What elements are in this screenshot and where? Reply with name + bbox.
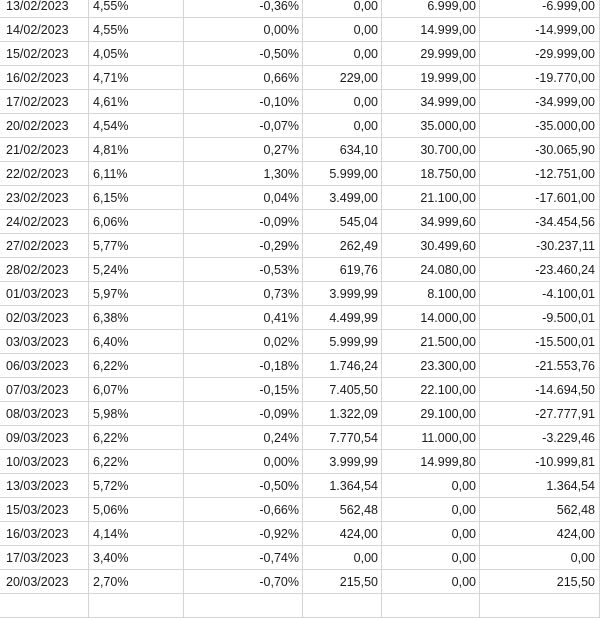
value-a-cell[interactable]: 1.322,09: [303, 402, 382, 426]
table-row: [0, 18, 600, 42]
balance-cell[interactable]: -3.229,46: [480, 426, 600, 450]
change-cell[interactable]: -0,66%: [184, 498, 303, 522]
value-a-cell[interactable]: 424,00: [303, 522, 382, 546]
value-b-cell[interactable]: 24.080,00: [382, 258, 480, 282]
balance-cell[interactable]: 215,50: [480, 570, 600, 594]
change-cell[interactable]: -0,10%: [184, 90, 303, 114]
balance-cell[interactable]: -14.694,50: [480, 378, 600, 402]
empty-cell[interactable]: [89, 594, 184, 618]
balance-cell[interactable]: -10.999,81: [480, 450, 600, 474]
change-cell[interactable]: -0,07%: [184, 114, 303, 138]
date-cell[interactable]: 02/03/2023: [0, 306, 89, 330]
date-cell[interactable]: 01/03/2023: [0, 282, 89, 306]
value-a-cell[interactable]: 0,00: [303, 546, 382, 570]
balance-cell[interactable]: 424,00: [480, 522, 600, 546]
change-cell[interactable]: -0,36%: [184, 0, 303, 18]
table-row: [0, 186, 600, 210]
rate-cell[interactable]: 4,81%: [89, 138, 184, 162]
value-a-cell[interactable]: 5.999,00: [303, 162, 382, 186]
date-cell[interactable]: 15/02/2023: [0, 42, 89, 66]
empty-cell[interactable]: [0, 594, 89, 618]
change-cell[interactable]: -0,92%: [184, 522, 303, 546]
change-cell[interactable]: 0,00%: [184, 18, 303, 42]
rate-cell[interactable]: 6,40%: [89, 330, 184, 354]
balance-cell[interactable]: -23.460,24: [480, 258, 600, 282]
table-row: [0, 66, 600, 90]
change-cell[interactable]: 0,24%: [184, 426, 303, 450]
change-cell[interactable]: 1,30%: [184, 162, 303, 186]
balance-cell[interactable]: 1.364,54: [480, 474, 600, 498]
balance-cell[interactable]: -30.237,11: [480, 234, 600, 258]
value-b-cell[interactable]: 22.100,00: [382, 378, 480, 402]
date-cell[interactable]: 03/03/2023: [0, 330, 89, 354]
table-row: [0, 570, 600, 594]
value-b-cell[interactable]: 0,00: [382, 474, 480, 498]
value-a-cell[interactable]: 5.999,99: [303, 330, 382, 354]
value-b-cell[interactable]: 29.100,00: [382, 402, 480, 426]
rate-cell[interactable]: 5,77%: [89, 234, 184, 258]
empty-row: [0, 594, 600, 618]
date-cell[interactable]: 07/03/2023: [0, 378, 89, 402]
date-cell[interactable]: 28/02/2023: [0, 258, 89, 282]
table-row: [0, 330, 600, 354]
balance-cell[interactable]: -19.770,00: [480, 66, 600, 90]
balance-cell[interactable]: 0,00: [480, 546, 600, 570]
date-cell[interactable]: 17/02/2023: [0, 90, 89, 114]
value-a-cell[interactable]: 3.999,99: [303, 282, 382, 306]
change-cell[interactable]: -0,18%: [184, 354, 303, 378]
value-b-cell[interactable]: 23.300,00: [382, 354, 480, 378]
value-b-cell[interactable]: 0,00: [382, 522, 480, 546]
rate-cell[interactable]: 4,55%: [89, 18, 184, 42]
table-row: [0, 138, 600, 162]
value-a-cell[interactable]: 3.999,99: [303, 450, 382, 474]
balance-cell[interactable]: 562,48: [480, 498, 600, 522]
table-row: [0, 426, 600, 450]
value-a-cell[interactable]: 7.770,54: [303, 426, 382, 450]
table-row: [0, 282, 600, 306]
value-a-cell[interactable]: 215,50: [303, 570, 382, 594]
date-cell[interactable]: 16/03/2023: [0, 522, 89, 546]
change-cell[interactable]: 0,73%: [184, 282, 303, 306]
value-b-cell[interactable]: 14.999,00: [382, 18, 480, 42]
change-cell[interactable]: 0,66%: [184, 66, 303, 90]
value-a-cell[interactable]: 0,00: [303, 18, 382, 42]
rate-cell[interactable]: 2,70%: [89, 570, 184, 594]
rate-cell[interactable]: 6,22%: [89, 354, 184, 378]
rate-cell[interactable]: 6,15%: [89, 186, 184, 210]
table-row: [0, 306, 600, 330]
empty-cell[interactable]: [184, 594, 303, 618]
rate-cell[interactable]: 6,06%: [89, 210, 184, 234]
value-b-cell[interactable]: 14.999,80: [382, 450, 480, 474]
value-b-cell[interactable]: 30.700,00: [382, 138, 480, 162]
change-cell[interactable]: 0,02%: [184, 330, 303, 354]
rate-cell[interactable]: 4,54%: [89, 114, 184, 138]
value-a-cell[interactable]: 619,76: [303, 258, 382, 282]
date-cell[interactable]: 24/02/2023: [0, 210, 89, 234]
date-cell[interactable]: 16/02/2023: [0, 66, 89, 90]
date-cell[interactable]: 14/02/2023: [0, 18, 89, 42]
balance-cell[interactable]: -12.751,00: [480, 162, 600, 186]
value-a-cell[interactable]: 562,48: [303, 498, 382, 522]
value-b-cell[interactable]: 19.999,00: [382, 66, 480, 90]
table-row: [0, 522, 600, 546]
balance-cell[interactable]: -27.777,91: [480, 402, 600, 426]
date-cell[interactable]: 20/03/2023: [0, 570, 89, 594]
rate-cell[interactable]: 4,55%: [89, 0, 184, 18]
table-row: [0, 258, 600, 282]
date-cell[interactable]: 08/03/2023: [0, 402, 89, 426]
date-cell[interactable]: 15/03/2023: [0, 498, 89, 522]
rate-cell[interactable]: 5,06%: [89, 498, 184, 522]
value-b-cell[interactable]: 6.999,00: [382, 0, 480, 18]
rate-cell[interactable]: 6,11%: [89, 162, 184, 186]
date-cell[interactable]: 22/02/2023: [0, 162, 89, 186]
date-cell[interactable]: 09/03/2023: [0, 426, 89, 450]
date-cell[interactable]: 27/02/2023: [0, 234, 89, 258]
rate-cell[interactable]: 3,40%: [89, 546, 184, 570]
value-b-cell[interactable]: 29.999,00: [382, 42, 480, 66]
value-b-cell[interactable]: 21.100,00: [382, 186, 480, 210]
value-a-cell[interactable]: 7.405,50: [303, 378, 382, 402]
date-cell[interactable]: 13/02/2023: [0, 0, 89, 18]
value-a-cell[interactable]: 0,00: [303, 90, 382, 114]
rate-cell[interactable]: 5,24%: [89, 258, 184, 282]
date-cell[interactable]: 20/02/2023: [0, 114, 89, 138]
rate-cell[interactable]: 4,05%: [89, 42, 184, 66]
change-cell[interactable]: -0,09%: [184, 210, 303, 234]
empty-cell[interactable]: [303, 594, 382, 618]
balance-cell[interactable]: -4.100,01: [480, 282, 600, 306]
change-cell[interactable]: -0,29%: [184, 234, 303, 258]
balance-cell[interactable]: -17.601,00: [480, 186, 600, 210]
value-a-cell[interactable]: 1.364,54: [303, 474, 382, 498]
rate-cell[interactable]: 4,14%: [89, 522, 184, 546]
balance-cell[interactable]: -9.500,01: [480, 306, 600, 330]
change-cell[interactable]: 0,27%: [184, 138, 303, 162]
balance-cell[interactable]: -35.000,00: [480, 114, 600, 138]
change-cell[interactable]: 0,04%: [184, 186, 303, 210]
rate-cell[interactable]: 4,61%: [89, 90, 184, 114]
balance-cell[interactable]: -30.065,90: [480, 138, 600, 162]
rate-cell[interactable]: 6,38%: [89, 306, 184, 330]
value-b-cell[interactable]: 11.000,00: [382, 426, 480, 450]
balance-cell[interactable]: -6.999,00: [480, 0, 600, 18]
balance-cell[interactable]: -34.999,00: [480, 90, 600, 114]
balance-cell[interactable]: -34.454,56: [480, 210, 600, 234]
change-cell[interactable]: -0,50%: [184, 42, 303, 66]
rate-cell[interactable]: 4,71%: [89, 66, 184, 90]
date-cell[interactable]: 17/03/2023: [0, 546, 89, 570]
change-cell[interactable]: 0,00%: [184, 450, 303, 474]
date-cell[interactable]: 06/03/2023: [0, 354, 89, 378]
table-row: [0, 546, 600, 570]
change-cell[interactable]: -0,74%: [184, 546, 303, 570]
change-cell[interactable]: 0,41%: [184, 306, 303, 330]
date-cell[interactable]: 10/03/2023: [0, 450, 89, 474]
change-cell[interactable]: -0,15%: [184, 378, 303, 402]
change-cell[interactable]: -0,09%: [184, 402, 303, 426]
value-b-cell[interactable]: 0,00: [382, 546, 480, 570]
value-b-cell[interactable]: 30.499,60: [382, 234, 480, 258]
value-b-cell[interactable]: 34.999,60: [382, 210, 480, 234]
table-row: [0, 498, 600, 522]
value-b-cell[interactable]: 34.999,00: [382, 90, 480, 114]
value-a-cell[interactable]: 262,49: [303, 234, 382, 258]
table-row: [0, 402, 600, 426]
value-b-cell[interactable]: 14.000,00: [382, 306, 480, 330]
table-row: [0, 354, 600, 378]
date-cell[interactable]: 13/03/2023: [0, 474, 89, 498]
table-row: [0, 162, 600, 186]
value-a-cell[interactable]: 1.746,24: [303, 354, 382, 378]
balance-cell[interactable]: -14.999,00: [480, 18, 600, 42]
rate-cell[interactable]: 5,97%: [89, 282, 184, 306]
value-b-cell[interactable]: 18.750,00: [382, 162, 480, 186]
value-a-cell[interactable]: 545,04: [303, 210, 382, 234]
value-b-cell[interactable]: 21.500,00: [382, 330, 480, 354]
table-row: [0, 42, 600, 66]
table-row: [0, 234, 600, 258]
value-b-cell[interactable]: 0,00: [382, 498, 480, 522]
table-row: [0, 474, 600, 498]
table-row: [0, 114, 600, 138]
rate-cell[interactable]: 6,07%: [89, 378, 184, 402]
balance-cell[interactable]: -29.999,00: [480, 42, 600, 66]
balance-cell[interactable]: -15.500,01: [480, 330, 600, 354]
table-row: [0, 210, 600, 234]
value-b-cell[interactable]: 8.100,00: [382, 282, 480, 306]
rate-cell[interactable]: 6,22%: [89, 450, 184, 474]
change-cell[interactable]: -0,50%: [184, 474, 303, 498]
change-cell[interactable]: -0,53%: [184, 258, 303, 282]
value-b-cell[interactable]: 0,00: [382, 570, 480, 594]
value-a-cell[interactable]: 3.499,00: [303, 186, 382, 210]
value-a-cell[interactable]: 634,10: [303, 138, 382, 162]
rate-cell[interactable]: 5,72%: [89, 474, 184, 498]
value-b-cell[interactable]: 35.000,00: [382, 114, 480, 138]
empty-cell[interactable]: [480, 594, 600, 618]
table-row: [0, 450, 600, 474]
value-a-cell[interactable]: 0,00: [303, 42, 382, 66]
table-row: [0, 0, 600, 18]
balance-cell[interactable]: -21.553,76: [480, 354, 600, 378]
rate-cell[interactable]: 5,98%: [89, 402, 184, 426]
empty-cell[interactable]: [382, 594, 480, 618]
rate-cell[interactable]: 6,22%: [89, 426, 184, 450]
date-cell[interactable]: 21/02/2023: [0, 138, 89, 162]
value-a-cell[interactable]: 229,00: [303, 66, 382, 90]
value-a-cell[interactable]: 0,00: [303, 114, 382, 138]
value-a-cell[interactable]: 0,00: [303, 0, 382, 18]
table-row: [0, 378, 600, 402]
change-cell[interactable]: -0,70%: [184, 570, 303, 594]
table-row: [0, 90, 600, 114]
value-a-cell[interactable]: 4.499,99: [303, 306, 382, 330]
date-cell[interactable]: 23/02/2023: [0, 186, 89, 210]
